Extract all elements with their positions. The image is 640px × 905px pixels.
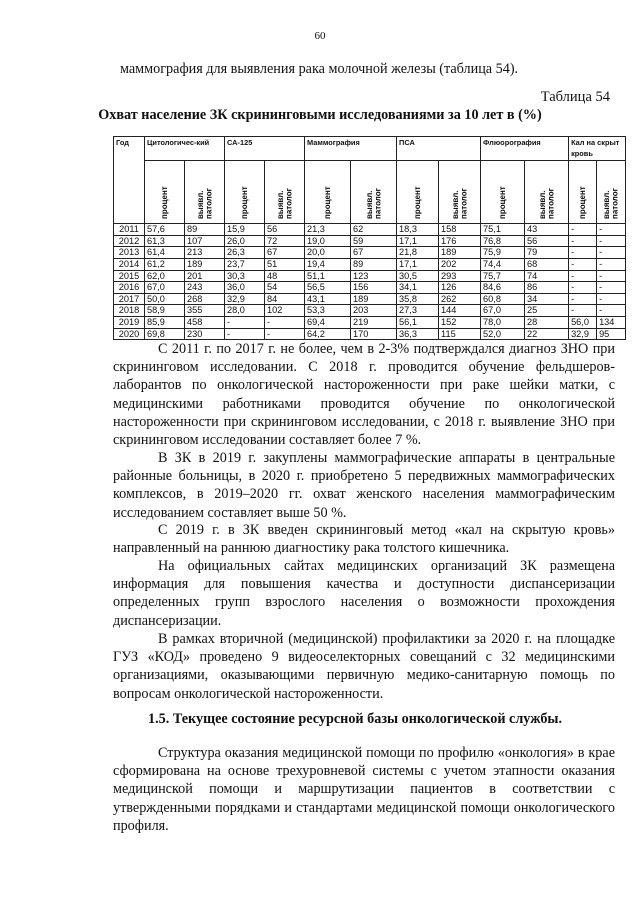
table-cell: 202 <box>439 258 481 270</box>
subheader-percent <box>481 161 525 224</box>
table-cell: 84,6 <box>481 282 525 294</box>
table-cell: 51 <box>265 258 305 270</box>
table-cell: 107 <box>185 235 225 247</box>
table-cell: 62 <box>351 224 397 236</box>
subheader-label: процент <box>497 186 507 220</box>
subheader-detected <box>185 161 225 224</box>
table-cell: 15,9 <box>225 224 265 236</box>
table-label: Таблица 54 <box>540 89 610 105</box>
table-cell: 123 <box>351 270 397 282</box>
table-cell: 126 <box>439 282 481 294</box>
table-cell: 189 <box>439 247 481 259</box>
table-cell-year: 2017 <box>114 293 145 305</box>
table-cell: 20,0 <box>305 247 351 259</box>
table-cell: 68 <box>525 258 569 270</box>
table-cell: 67 <box>265 247 305 259</box>
table-body <box>114 224 626 340</box>
table-cell: 69,8 <box>145 328 185 340</box>
table-cell: 74,4 <box>481 258 525 270</box>
table-row <box>114 235 626 247</box>
table-cell: 69,4 <box>305 316 351 328</box>
table-cell: 51,1 <box>305 270 351 282</box>
table-cell: 43 <box>525 224 569 236</box>
table-cell: 72 <box>265 235 305 247</box>
table-cell: 57,6 <box>145 224 185 236</box>
table-cell: 26,3 <box>225 247 265 259</box>
table-cell: 84 <box>265 293 305 305</box>
subheader-detected <box>597 161 626 224</box>
table-cell: 56 <box>265 224 305 236</box>
table-cell: 156 <box>351 282 397 294</box>
table-cell: - <box>569 305 597 317</box>
table-cell: 79 <box>525 247 569 259</box>
table-cell: 36,3 <box>397 328 439 340</box>
table-cell: - <box>597 247 626 259</box>
table-cell: 22 <box>525 328 569 340</box>
table-group-header-row <box>114 137 626 161</box>
section-heading: 1.5. Текущее состояние ресурсной базы онкологической службы. <box>148 711 563 727</box>
table-cell: 75,1 <box>481 224 525 236</box>
paragraph-occult-blood: С 2019 г. в ЗК введен скрининговый метод «кал на скрытую кровь» направленный на раннюю диагностику рака толстого кишечника. <box>113 522 615 557</box>
table-cell: 86 <box>525 282 569 294</box>
table-row <box>114 328 626 340</box>
table-cell: - <box>569 235 597 247</box>
group-header-fluorography: Флюорография <box>481 137 569 161</box>
table-cell: 268 <box>185 293 225 305</box>
table-cell: 59 <box>351 235 397 247</box>
table-cell: 28 <box>525 316 569 328</box>
table-cell: 35,8 <box>397 293 439 305</box>
table-cell: 89 <box>351 258 397 270</box>
subheader-label: процент <box>412 186 422 220</box>
table-cell: 36,0 <box>225 282 265 294</box>
paragraph-screening-results: С 2011 г. по 2017 г. не более, чем в 2-3% подтверждался диагноз ЗНО при скрининговом исследовании. С 2018 г. проводится обучение фельдшеров-лаборантов по онкологической настороженности при раке шейки матки, с медицинскими работниками проводится обучение по онкологической настороженности при скрининговом исследовании, с 2018 г. выявление ЗНО при скрининговом исследовании составляет более 7 %. <box>113 341 615 449</box>
group-header-ca125: СА-125 <box>225 137 305 161</box>
subheader-label: выявл. патолог <box>364 188 383 220</box>
table-cell: 25 <box>525 305 569 317</box>
table-cell: - <box>569 224 597 236</box>
table-cell: - <box>569 293 597 305</box>
table-cell: 61,4 <box>145 247 185 259</box>
table-cell: 262 <box>439 293 481 305</box>
table-row <box>114 316 626 328</box>
table-cell: - <box>597 258 626 270</box>
subheader-detected <box>351 161 397 224</box>
table-cell: - <box>265 328 305 340</box>
subheader-detected <box>439 161 481 224</box>
table-cell: - <box>597 270 626 282</box>
table-cell-year: 2016 <box>114 282 145 294</box>
table-cell: 56,0 <box>569 316 597 328</box>
table-subheader-row <box>114 161 626 224</box>
table-row <box>114 270 626 282</box>
table-cell-year: 2011 <box>114 224 145 236</box>
table-cell: 56,1 <box>397 316 439 328</box>
subheader-percent <box>305 161 351 224</box>
table-cell: - <box>265 316 305 328</box>
table-cell-year: 2015 <box>114 270 145 282</box>
table-cell: 28,0 <box>225 305 265 317</box>
group-header-mammography: Маммография <box>305 137 397 161</box>
table-cell: 56 <box>525 235 569 247</box>
table-cell: 30,5 <box>397 270 439 282</box>
year-header: Год <box>114 137 145 224</box>
table-cell: 18,3 <box>397 224 439 236</box>
table-cell: 219 <box>351 316 397 328</box>
table-cell: 75,7 <box>481 270 525 282</box>
table-cell: 27,3 <box>397 305 439 317</box>
subheader-label: процент <box>322 186 332 220</box>
table-cell-year: 2012 <box>114 235 145 247</box>
table-row <box>114 293 626 305</box>
table-cell: 458 <box>185 316 225 328</box>
table-cell: 56,5 <box>305 282 351 294</box>
table-cell: 53,3 <box>305 305 351 317</box>
subheader-label: процент <box>577 186 587 220</box>
table-row <box>114 282 626 294</box>
table-cell: 95 <box>597 328 626 340</box>
table-row <box>114 247 626 259</box>
subheader-label: выявл. патолог <box>195 188 213 220</box>
table-cell: 89 <box>185 224 225 236</box>
table-cell: 355 <box>185 305 225 317</box>
table-cell: 243 <box>185 282 225 294</box>
table-cell: 152 <box>439 316 481 328</box>
table-cell: 23,7 <box>225 258 265 270</box>
subheader-label: процент <box>159 186 169 220</box>
subheader-percent <box>145 161 185 224</box>
table-cell: 48 <box>265 270 305 282</box>
table-cell: 189 <box>351 293 397 305</box>
table-cell: - <box>569 282 597 294</box>
paragraph-websites: На официальных сайтах медицинских организаций ЗК размещена информация для повышения качества и доступности диспансеризации определенных групп взрослого населения о возможности прохождения диспансеризации. <box>113 558 615 629</box>
table-cell: 62,0 <box>145 270 185 282</box>
table-cell: 19,4 <box>305 258 351 270</box>
paragraph-secondary-prevention: В рамках вторичной (медицинской) профилактики за 2020 г. на площадке ГУЗ «КОД» проведено 9 видеоселекторных совещаний с 32 медицинскими организациями, оказывающими первичную медико-санитарную помощь по вопросам онкологической настороженности. <box>113 631 615 702</box>
paragraph-mammography: В ЗК в 2019 г. закуплены маммографические аппараты в центральные районные больницы, в 2020 г. приобретено 5 передвижных маммографических комплексов, в 2019–2020 гг. охват женского населения маммографическим исследованием составляет выше 50 %. <box>113 450 615 521</box>
table-cell: 203 <box>351 305 397 317</box>
intro-line: маммография для выявления рака молочной железы (таблица 54). <box>120 61 519 77</box>
subheader-label: выявл. патолог <box>602 188 620 220</box>
subheader-detected <box>265 161 305 224</box>
table-cell: 43,1 <box>305 293 351 305</box>
table-cell: 17,1 <box>397 258 439 270</box>
table-cell-year: 2019 <box>114 316 145 328</box>
subheader-label: выявл. патолог <box>275 188 294 220</box>
table-cell: 170 <box>351 328 397 340</box>
subheader-label: выявл. патолог <box>537 188 556 220</box>
subheader-percent <box>225 161 265 224</box>
table-row <box>114 224 626 236</box>
table-cell: 64,2 <box>305 328 351 340</box>
table-cell: 17,1 <box>397 235 439 247</box>
table-cell: 60,8 <box>481 293 525 305</box>
table-cell: 58,9 <box>145 305 185 317</box>
table-cell: 54 <box>265 282 305 294</box>
table-cell: 52,0 <box>481 328 525 340</box>
group-header-occult-blood: Кал на скрыт кровь <box>569 137 626 161</box>
table-cell: - <box>569 247 597 259</box>
table-cell: 30,3 <box>225 270 265 282</box>
table-row <box>114 305 626 317</box>
paragraph-structure: Структура оказания медицинской помощи по профилю «онкология» в крае сформирована на основе трехуровневой системы с учетом этапности оказания медицинской помощи и маршрутизации пациентов в соответствии с утвержденными порядками и стандартами медицинской помощи онкологического профиля. <box>113 745 615 834</box>
table-cell: - <box>569 258 597 270</box>
table-cell: 19,0 <box>305 235 351 247</box>
screening-table <box>113 136 626 340</box>
table-cell: 34 <box>525 293 569 305</box>
table-cell: - <box>597 224 626 236</box>
table-cell: 176 <box>439 235 481 247</box>
subheader-detected <box>525 161 569 224</box>
table-cell: 189 <box>185 258 225 270</box>
table-cell: 50,0 <box>145 293 185 305</box>
table-row <box>114 258 626 270</box>
table-cell-year: 2014 <box>114 258 145 270</box>
table-cell: - <box>569 270 597 282</box>
table-cell: 78,0 <box>481 316 525 328</box>
table-cell: 134 <box>597 316 626 328</box>
table-cell: 201 <box>185 270 225 282</box>
table-cell: 34,1 <box>397 282 439 294</box>
table-cell: 102 <box>265 305 305 317</box>
table-cell-year: 2020 <box>114 328 145 340</box>
table-cell: 26,0 <box>225 235 265 247</box>
page-number: 60 <box>314 30 326 42</box>
table-head <box>114 137 626 224</box>
table-cell: 61,3 <box>145 235 185 247</box>
group-header-cytology: Цитологичес-кий <box>145 137 225 161</box>
table-cell: 230 <box>185 328 225 340</box>
table-cell: 158 <box>439 224 481 236</box>
table-cell: 67 <box>351 247 397 259</box>
group-header-psa: ПСА <box>397 137 481 161</box>
subheader-percent <box>397 161 439 224</box>
table-cell: - <box>597 282 626 294</box>
table-cell: - <box>225 316 265 328</box>
table-cell: 75,9 <box>481 247 525 259</box>
table-cell: 21,3 <box>305 224 351 236</box>
table-cell: - <box>597 235 626 247</box>
table-cell: 74 <box>525 270 569 282</box>
subheader-label: выявл. патолог <box>450 188 469 220</box>
table-cell: 61,2 <box>145 258 185 270</box>
table-cell: 213 <box>185 247 225 259</box>
subheader-percent <box>569 161 597 224</box>
table-cell: 144 <box>439 305 481 317</box>
table-cell: 115 <box>439 328 481 340</box>
table-cell: 32,9 <box>569 328 597 340</box>
table-cell: 85,9 <box>145 316 185 328</box>
table-cell-year: 2013 <box>114 247 145 259</box>
table-cell: 67,0 <box>481 305 525 317</box>
table-cell: 32,9 <box>225 293 265 305</box>
table-cell-year: 2018 <box>114 305 145 317</box>
table-title: Охват население ЗК скрининговыми исследованиями за 10 лет в (%) <box>98 107 542 123</box>
table-cell: - <box>597 305 626 317</box>
subheader-label: процент <box>239 186 249 220</box>
table-cell: 293 <box>439 270 481 282</box>
table-cell: 21,8 <box>397 247 439 259</box>
table-cell: 67,0 <box>145 282 185 294</box>
table-cell: - <box>225 328 265 340</box>
table-cell: 76,8 <box>481 235 525 247</box>
table-cell: - <box>597 293 626 305</box>
